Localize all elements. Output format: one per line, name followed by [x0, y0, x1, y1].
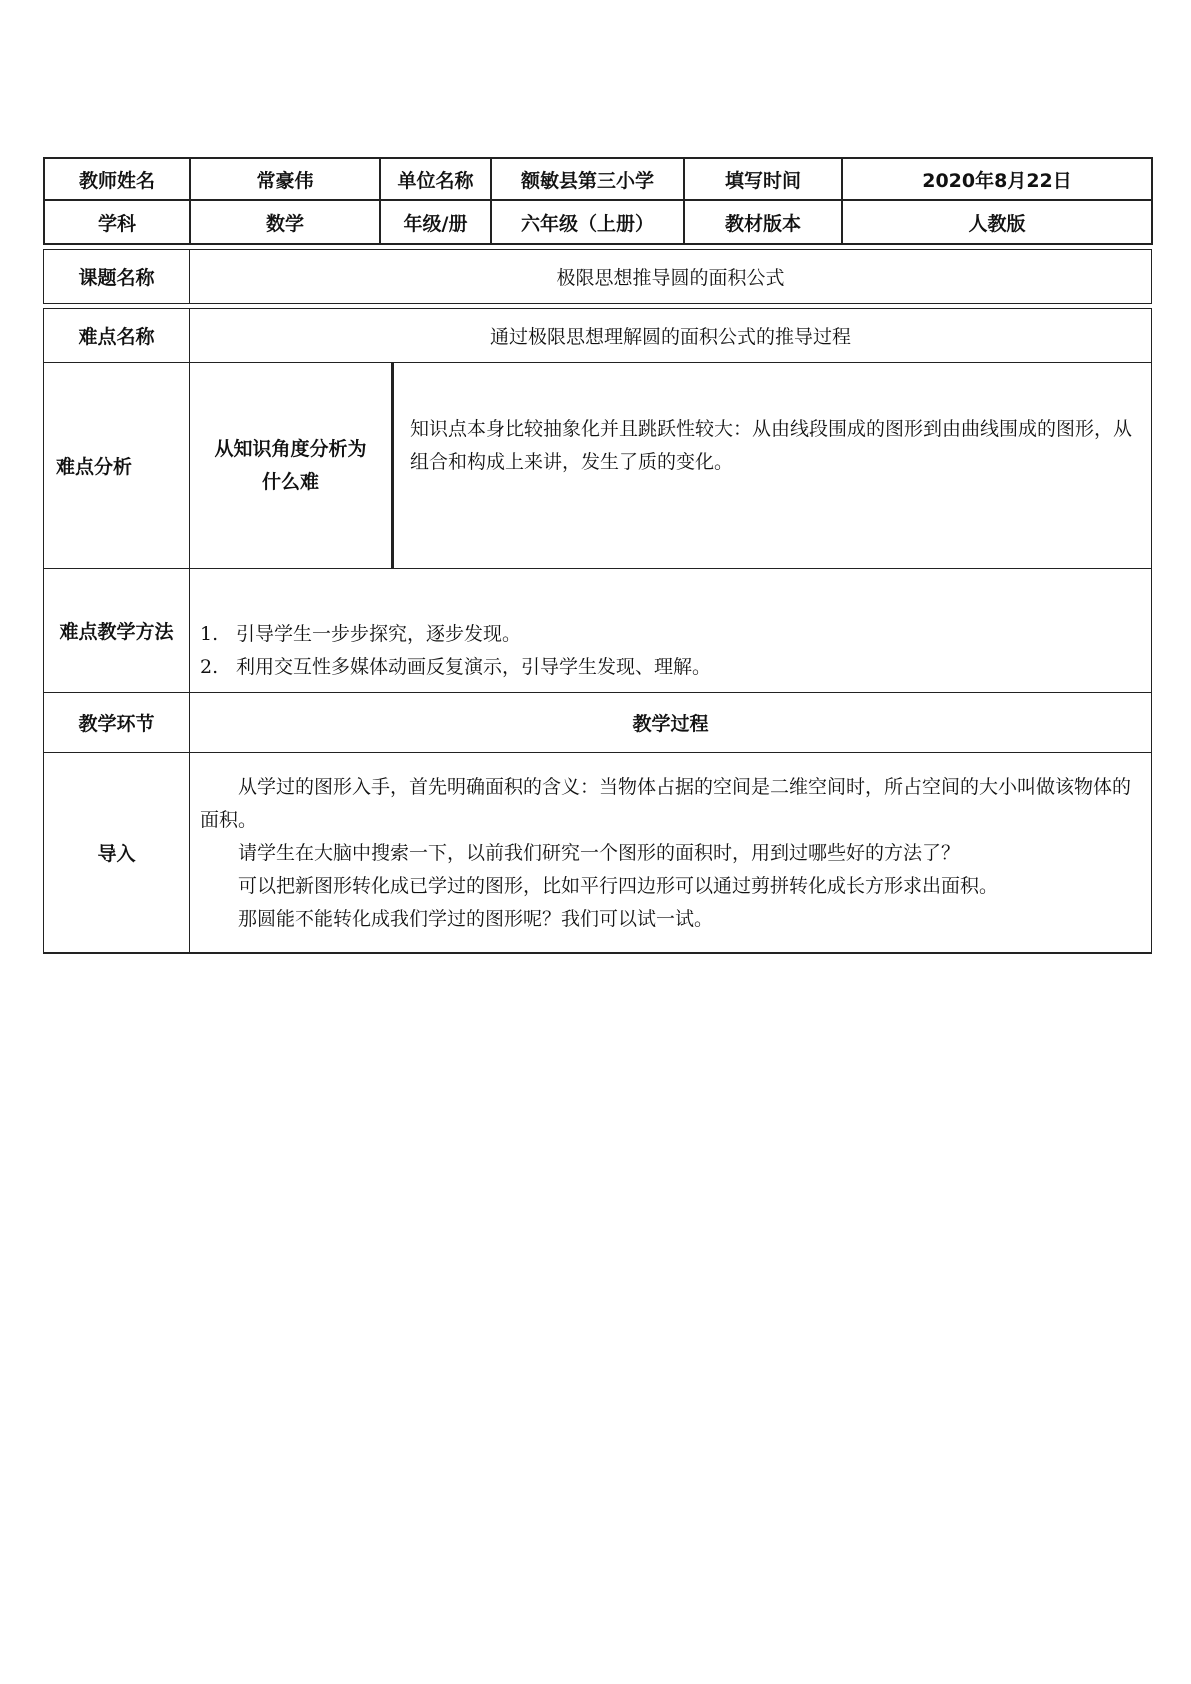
difficulty-value: 通过极限思想理解圆的面积公式的推导过程	[190, 309, 1152, 363]
topic-label: 课题名称	[44, 250, 190, 304]
intro-paragraph-2: 请学生在大脑中搜索一下，以前我们研究一个图形的面积时，用到过哪些好的方法了？	[238, 842, 961, 864]
unit-label: 单位名称	[380, 158, 491, 200]
analysis-text: 知识点本身比较抽象化并且跳跃性较大：从由线段围成的图形到由曲线围成的图形，从组合和构成上来讲，发生了质的变化。	[410, 417, 1133, 473]
topic-value: 极限思想推导圆的面积公式	[190, 250, 1152, 304]
info-row-1	[44, 158, 1152, 200]
teacher-name: 常豪伟	[190, 158, 380, 200]
intro-row	[44, 753, 1152, 953]
unit-name: 额敏县第三小学	[491, 158, 684, 200]
subject-value: 数学	[190, 200, 380, 244]
process-label: 教学过程	[190, 693, 1152, 753]
difficulty-label: 难点名称	[44, 309, 190, 363]
analysis-sub-label-text: 从知识角度分析为什么难	[214, 437, 367, 493]
methods-label: 难点教学方法	[44, 569, 190, 693]
difficulty-row	[44, 309, 1152, 363]
lesson-plan-document	[43, 157, 1151, 954]
methods-list	[190, 569, 1152, 693]
teacher-label: 教师姓名	[44, 158, 190, 200]
grade-value: 六年级（上册）	[491, 200, 684, 244]
content-table	[43, 249, 1152, 954]
textbook-value: 人教版	[842, 200, 1152, 244]
date-label: 填写时间	[684, 158, 842, 200]
analysis-sub-label	[190, 363, 393, 569]
stage-label: 教学环节	[44, 693, 190, 753]
info-table	[43, 157, 1153, 245]
method-item-2: 2. 利用交互性多媒体动画反复演示，引导学生发现、理解。	[200, 655, 712, 678]
process-header-row	[44, 693, 1152, 753]
intro-paragraph-4: 那圆能不能转化成我们学过的图形呢？我们可以试一试。	[238, 908, 714, 930]
method-item-1: 1. 引导学生一步步探究，逐步发现。	[200, 622, 522, 645]
analysis-row	[44, 363, 1152, 569]
intro-content	[190, 753, 1152, 953]
subject-label: 学科	[44, 200, 190, 244]
textbook-label: 教材版本	[684, 200, 842, 244]
topic-row	[44, 250, 1152, 304]
date-value: 2020年8月22日	[842, 158, 1152, 200]
methods-row	[44, 569, 1152, 693]
analysis-cell	[393, 363, 1152, 569]
grade-label: 年级/册	[380, 200, 491, 244]
info-row-2	[44, 200, 1152, 244]
intro-label: 导入	[44, 753, 190, 953]
intro-paragraph-3: 可以把新图形转化成已学过的图形，比如平行四边形可以通过剪拼转化成长方形求出面积。	[238, 875, 999, 897]
intro-paragraph-1: 从学过的图形入手，首先明确面积的含义：当物体占据的空间是二维空间时，所占空间的大小叫做该物体的面积。	[200, 776, 1132, 831]
analysis-label: 难点分析	[44, 363, 190, 569]
